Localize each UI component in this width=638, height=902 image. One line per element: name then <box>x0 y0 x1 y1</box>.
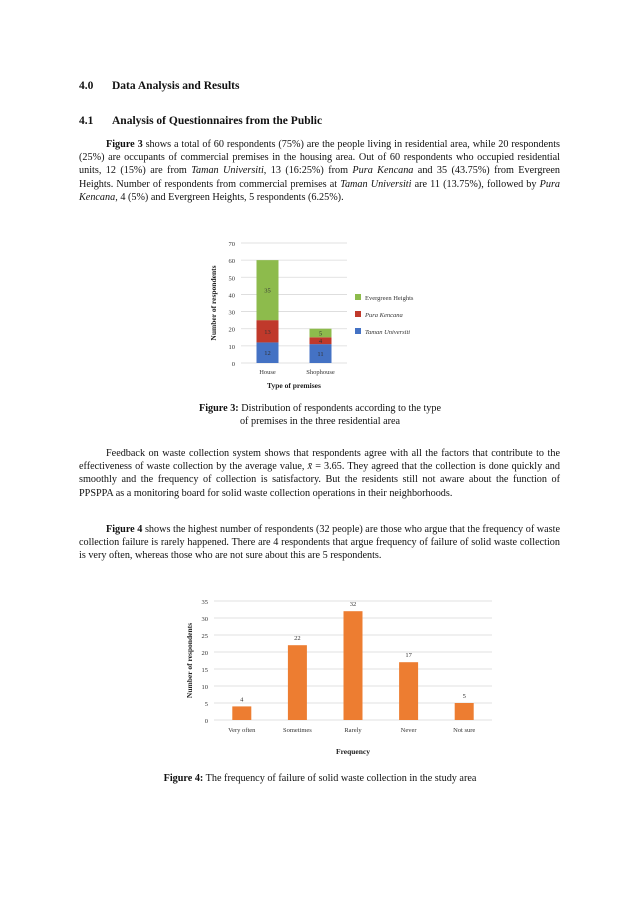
place-pura-kencana: Pura Kencana <box>352 165 414 177</box>
fig4-ytick-label: 30 <box>201 616 208 623</box>
fig3-ytick-label: 0 <box>231 361 235 368</box>
fig3-legend-swatch <box>355 328 361 334</box>
fig4-yaxis-label: Number of respondents <box>185 622 194 699</box>
figure4-chart <box>182 592 502 762</box>
fig3-ytick-label: 60 <box>228 258 235 266</box>
fig4-bar <box>455 703 474 720</box>
fig3-ytick-label: 10 <box>228 343 235 351</box>
paragraph1-text-1: shows a total of 60 respondents (75%) are the people living in residential area, while 20 respondents (25%) are occupants of commercial premises in the housing area. Out of 60 respondents who occupied residential units, 12 (15%) are from <box>79 139 560 177</box>
subsection-number: 4.1 <box>79 115 94 127</box>
fig4-bar <box>288 645 307 720</box>
fig4-ytick-label: 15 <box>201 667 208 674</box>
section-number: 4.0 <box>79 80 94 92</box>
fig4-bar <box>399 662 418 720</box>
fig4-data-label: 5 <box>462 693 466 700</box>
figure3-caption <box>120 402 520 428</box>
figure3-caption-line1: Distribution of respondents according to the type <box>238 403 441 414</box>
fig4-ytick-label: 20 <box>201 650 208 657</box>
fig4-data-label: 4 <box>240 696 244 704</box>
figure4-caption-text: The frequency of failure of solid waste collection in the study area <box>203 773 477 784</box>
fig4-xtick-label: Sometimes <box>282 727 312 734</box>
fig3-ytick-label: 40 <box>228 292 235 300</box>
figure3-chart <box>205 233 515 393</box>
fig4-ytick-label: 25 <box>201 633 208 640</box>
fig3-xaxis-label: Type of premises <box>267 381 321 390</box>
paragraph2-text-2: = 3.65. They agreed that the collection is done quickly and smoothly and the frequency of collection is satisfactory. But the residents still not aware about the function of PPSPPA as a monitoring board for solid waste collection operations in their neighborhoods. <box>79 461 560 499</box>
fig3-ytick-label: 70 <box>228 241 235 248</box>
fig3-legend-swatch <box>355 294 361 300</box>
subsection-title: Analysis of Questionnaires from the Public <box>112 115 323 127</box>
fig4-bar <box>232 706 251 720</box>
fig3-legend-label: Pura Kencana <box>365 312 403 319</box>
place-pura-kencana-2: Pura Kencana <box>79 178 560 203</box>
fig3-data-label: 12 <box>264 350 271 358</box>
figure4-caption <box>80 772 560 785</box>
fig4-xtick-label: Very often <box>228 727 256 734</box>
fig4-ytick-label: 10 <box>201 684 208 691</box>
figure4-caption-label: Figure 4: <box>163 773 204 784</box>
fig4-xtick-label: Rarely <box>344 727 362 734</box>
paragraph-waste-feedback <box>79 447 560 500</box>
fig3-legend-label: Taman Universiti <box>365 329 411 336</box>
fig3-data-label: 5 <box>318 330 323 338</box>
paragraph-figure4-description <box>79 523 560 563</box>
fig4-data-label: 22 <box>294 635 301 643</box>
figure4-reference: Figure 4 <box>106 524 143 535</box>
fig4-ytick-label: 35 <box>201 599 208 606</box>
paragraph-figure3-description <box>79 138 560 204</box>
fig4-xtick-label: Not sure <box>453 727 476 734</box>
paragraph3-text: shows the highest number of respondents (32 people) are those who argue that the frequency of waste collection failure is rarely happened. There are 4 respondents that argue frequency of failure of solid waste collection is very often, whereas those who are not sure about this are 5 respondents. <box>79 524 560 562</box>
place-taman-universiti: Taman Universiti <box>191 165 264 177</box>
paragraph1-text-5: , 4 (5%) and Evergreen Heights, 5 respondents (6.25%). <box>115 191 344 203</box>
fig3-xtick-label: Shophouse <box>306 369 335 376</box>
fig4-data-label: 17 <box>405 652 412 660</box>
section-heading <box>79 80 240 92</box>
fig4-ytick-label: 5 <box>204 701 208 708</box>
fig3-ytick-label: 30 <box>228 309 235 317</box>
fig3-yaxis-label: Number of respondents <box>209 265 218 341</box>
paragraph1-text-4: are 11 (13.75%), followed by <box>411 178 540 190</box>
fig4-bar <box>344 611 363 720</box>
fig3-data-label: 13 <box>264 328 271 336</box>
mean-symbol: x̄ <box>307 461 313 473</box>
paragraph1-text-3: and 35 (43.75%) from Evergreen Heights. Number of respondents from commercial premises at <box>79 165 560 190</box>
section-title: Data Analysis and Results <box>112 80 240 92</box>
fig3-legend-label: Evergreen Heights <box>365 295 414 302</box>
figure3-caption-line2: of premises in the three residential area <box>239 416 401 427</box>
fig4-xaxis-label: Frequency <box>335 747 371 756</box>
figure3-reference: Figure 3 <box>106 139 143 150</box>
fig3-data-label: 11 <box>317 351 324 359</box>
fig4-ytick-label: 0 <box>204 718 208 725</box>
fig4-data-label: 32 <box>349 601 357 609</box>
paragraph1-text-2: , 13 (16:25%) from <box>263 165 353 177</box>
place-taman-universiti-2: Taman Universiti <box>340 178 412 190</box>
fig3-xtick-label: House <box>259 369 276 376</box>
fig3-ytick-label: 50 <box>228 275 235 283</box>
fig4-xtick-label: Never <box>400 727 417 734</box>
fig3-data-label: 35 <box>264 287 271 295</box>
figure3-caption-label: Figure 3: <box>198 403 239 414</box>
paragraph2-text-1: Feedback on waste collection system shows that respondents agree with all the factors that contribute to the effectiveness of waste collection by the average value, <box>79 448 560 473</box>
fig3-legend-swatch <box>355 311 361 317</box>
subsection-heading <box>79 115 322 127</box>
fig3-data-label: 4 <box>318 338 323 346</box>
fig3-ytick-label: 20 <box>228 326 235 334</box>
